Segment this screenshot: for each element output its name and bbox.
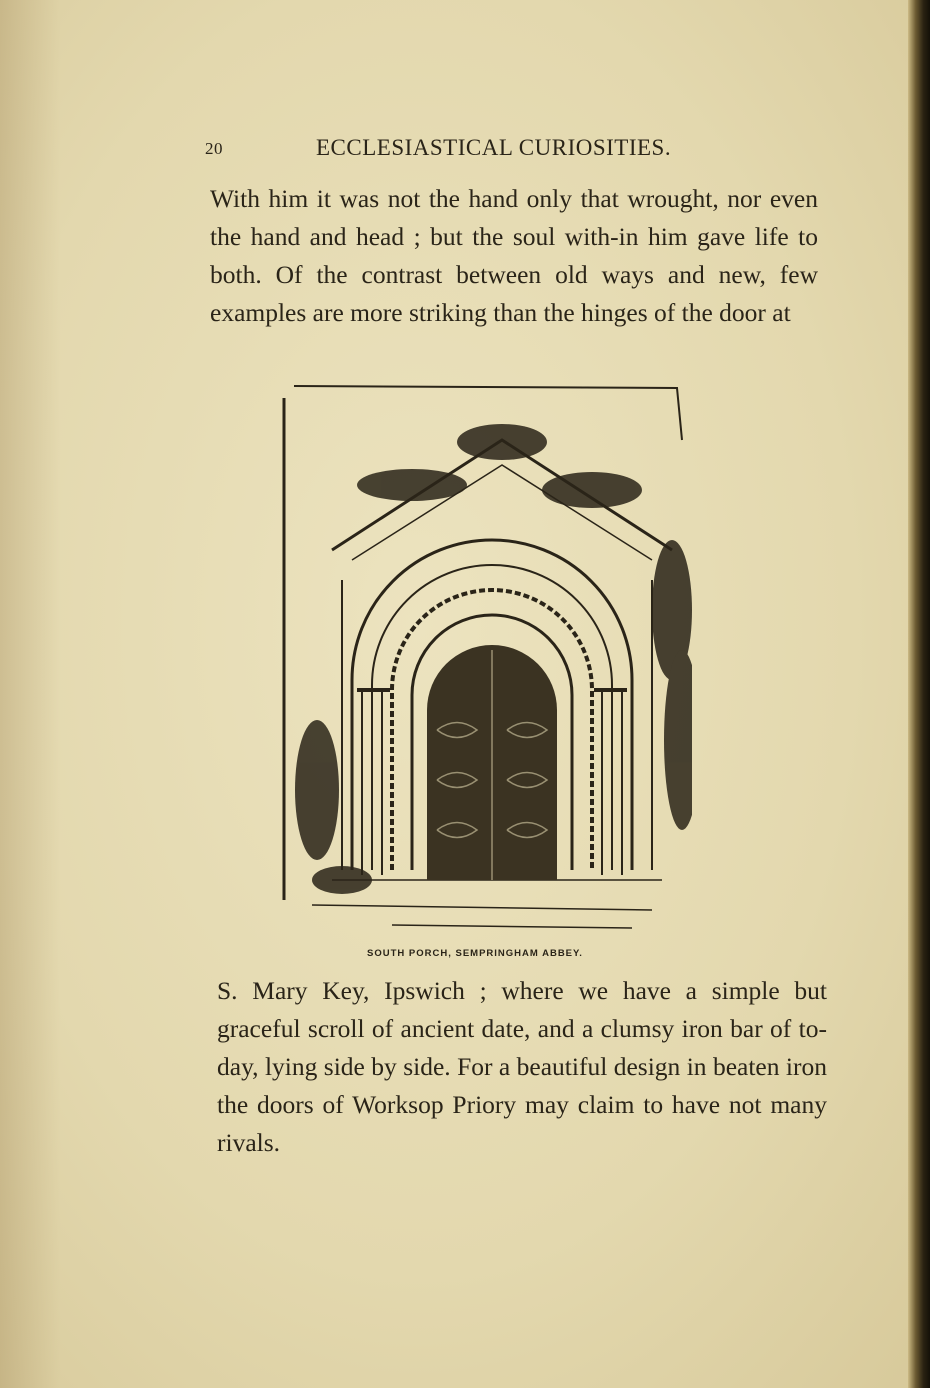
page-edge-binding	[908, 0, 930, 1388]
engraving-porch-image	[272, 380, 692, 945]
illustration-caption: SOUTH PORCH, SEMPRINGHAM ABBEY.	[367, 948, 583, 959]
paragraph-1: With him it was not the hand only that wrought, nor even the hand and head ; but the soul with-in him gave life to both. Of the contrast between old ways and new, few examples are more striking than the hinges of the door at	[210, 184, 818, 327]
page-gutter-shadow	[0, 0, 60, 1388]
page-number: 20	[205, 139, 223, 158]
porch-illustration	[272, 380, 692, 945]
running-head-title: ECCLESIASTICAL CURIOSITIES.	[316, 135, 672, 160]
running-head	[205, 135, 705, 165]
paragraph-2: S. Mary Key, Ipswich ; where we have a simple but graceful scroll of ancient date, and a clumsy iron bar of to-day, lying side by side. For a beautiful design in beaten iron the doors of Worksop Priory may claim to have not many rivals.	[217, 976, 827, 1157]
